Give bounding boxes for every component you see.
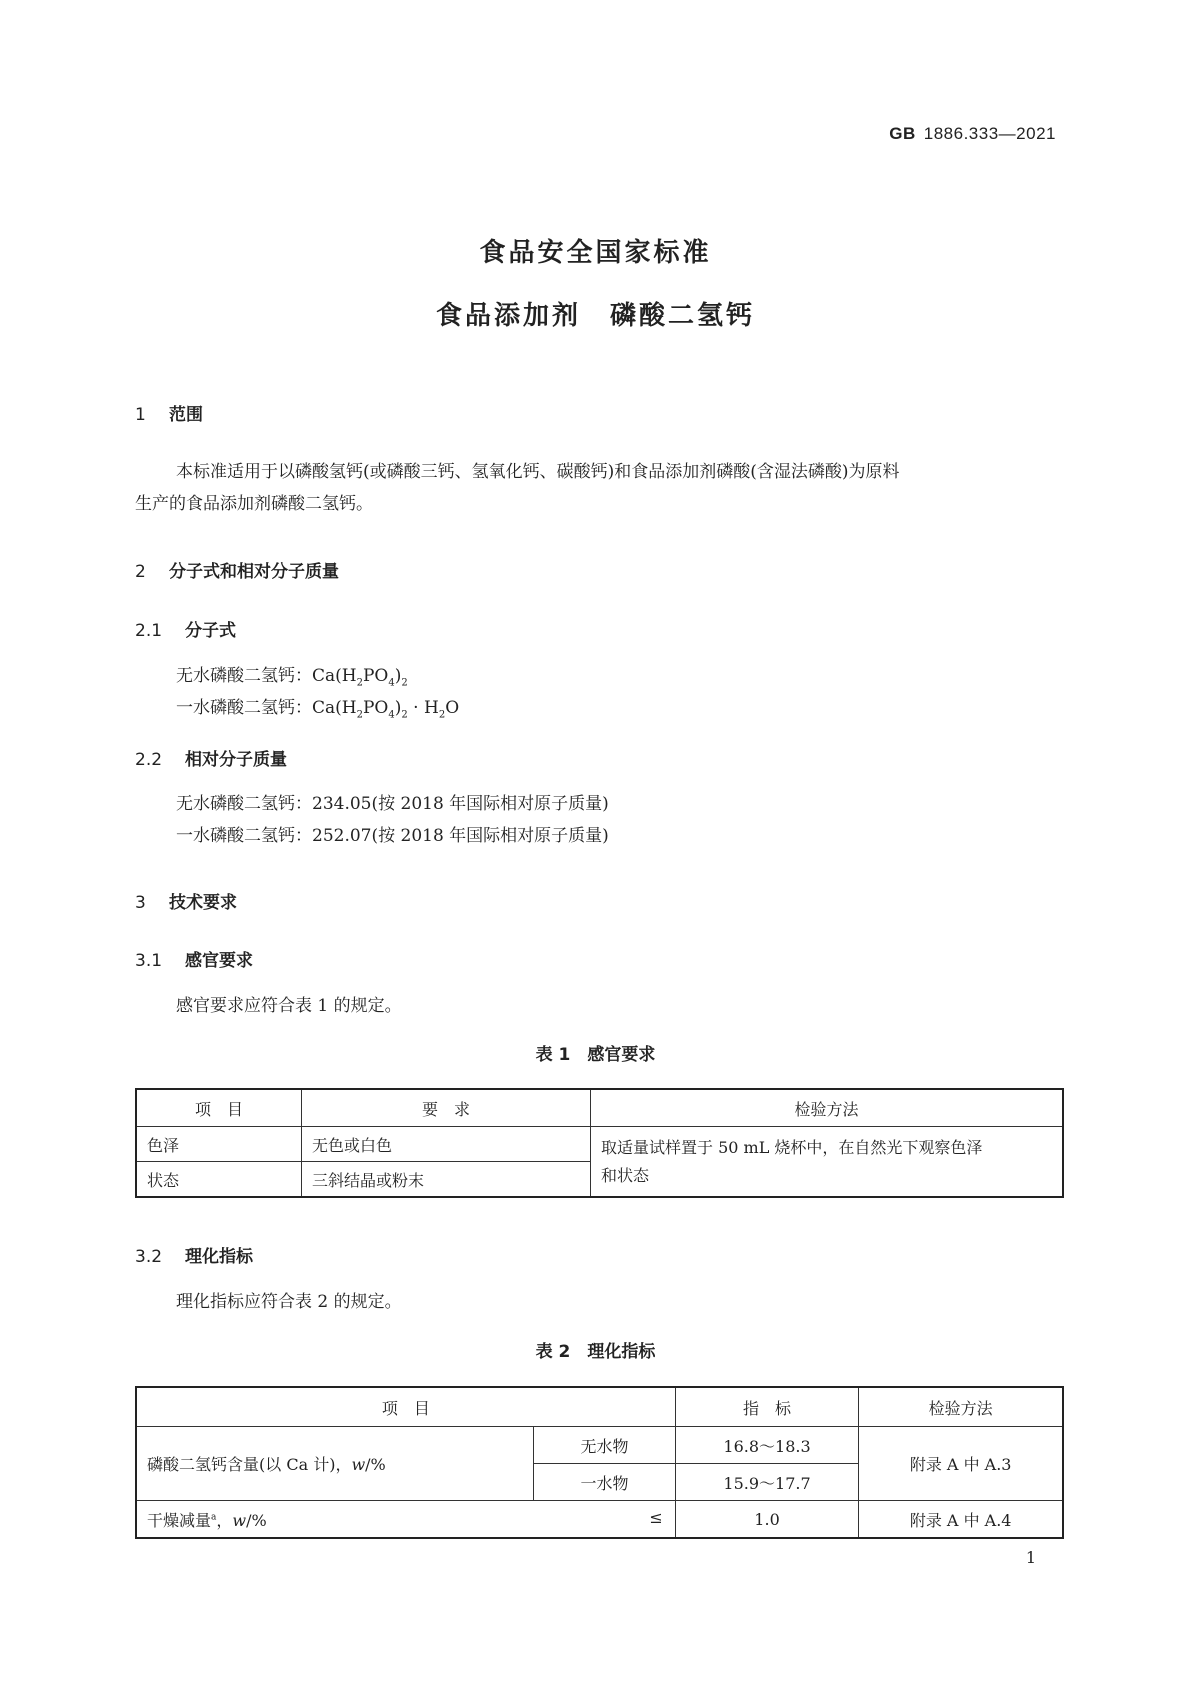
- table-header-cell: 检验方法: [859, 1387, 1063, 1427]
- standard-code-prefix: GB: [889, 124, 916, 143]
- section-3-2-heading: [135, 1242, 253, 1267]
- section-title: 理化指标: [185, 1247, 253, 1267]
- item-text: 干燥减量: [147, 1510, 212, 1530]
- table-header-cell: 检验方法: [591, 1089, 1064, 1127]
- formula-subscript: 4: [388, 709, 395, 721]
- scope-line-1: 本标准适用于以磷酸氢钙(或磷酸三钙、氢氧化钙、碳酸钙)和食品添加剂磷酸(含湿法磷酸)为原料: [176, 462, 900, 482]
- mass-anhydrous: 无水磷酸二氢钙：234.05(按 2018 年国际相对原子质量): [176, 794, 609, 814]
- formula-subscript: 2: [401, 677, 408, 689]
- formula-part: PO: [362, 698, 389, 718]
- table-row: [136, 1427, 1063, 1464]
- table-cell: 无水物: [534, 1427, 675, 1464]
- mass-monohydrate: 一水磷酸二氢钙：252.07(按 2018 年国际相对原子质量): [176, 826, 609, 846]
- table-cell: 一水物: [534, 1464, 675, 1501]
- document-subtitle: 食品添加剂 磷酸二氢钙: [435, 301, 755, 331]
- table-2-caption: 表 2 理化指标: [535, 1342, 656, 1362]
- table-1-caption: 表 1 感官要求: [535, 1045, 656, 1065]
- item-unit: /%: [246, 1510, 267, 1530]
- page-number: 1: [1025, 1548, 1036, 1567]
- table-cell: 1.0: [675, 1501, 859, 1539]
- comparison-symbol: ≤: [649, 1508, 663, 1527]
- table-cell: 15.9～17.7: [675, 1464, 859, 1501]
- section-number: 1: [135, 405, 146, 425]
- formula-part: PO: [362, 666, 389, 686]
- table-cell-method: [591, 1127, 1064, 1198]
- formula-subscript: 2: [356, 709, 363, 721]
- table-cell: 16.8～18.3: [675, 1427, 859, 1464]
- item-text: 磷酸二氢钙含量(以 Ca 计)，: [147, 1455, 352, 1474]
- scope-line-2: 生产的食品添加剂磷酸二氢钙。: [135, 494, 373, 514]
- table-header-cell: 项 目: [136, 1387, 675, 1427]
- footnote-marker: a: [211, 1512, 217, 1523]
- section-title: 范围: [169, 405, 203, 425]
- formula-part: O: [445, 698, 460, 718]
- section-3-2-text: 理化指标应符合表 2 的规定。: [176, 1292, 402, 1312]
- formula-monohydrate: [176, 692, 459, 731]
- table-header-row: [136, 1387, 1063, 1427]
- method-line: 和状态: [601, 1165, 650, 1185]
- section-3-heading: [135, 888, 237, 913]
- section-title: 分子式和相对分子质量: [169, 562, 339, 582]
- standard-code: [889, 124, 1056, 144]
- formula-part: ): [394, 698, 402, 718]
- section-2-heading: [135, 557, 339, 582]
- formula-part: · H: [407, 698, 439, 718]
- section-1-heading: [135, 400, 203, 425]
- item-symbol: w: [351, 1455, 366, 1474]
- document-title: 食品安全国家标准: [479, 238, 712, 268]
- section-number: 3.1: [135, 951, 163, 971]
- formula-part: Ca(H: [312, 666, 357, 686]
- table-cell: [136, 1427, 534, 1501]
- table-cell: 色泽: [136, 1127, 302, 1162]
- section-title: 分子式: [185, 621, 236, 641]
- table-cell: 状态: [136, 1162, 302, 1198]
- section-3-1-heading: [135, 946, 253, 971]
- section-title: 技术要求: [169, 893, 237, 913]
- table-header-row: [136, 1089, 1063, 1127]
- formula-subscript: 2: [401, 709, 408, 721]
- table-cell: [136, 1501, 675, 1539]
- table-header-cell: 要 求: [302, 1089, 591, 1127]
- section-number: 2.1: [135, 621, 163, 641]
- table-cell: 无色或白色: [302, 1127, 591, 1162]
- formula-part: Ca(H: [312, 698, 357, 718]
- section-number: 3: [135, 893, 146, 913]
- section-title: 感官要求: [185, 951, 253, 971]
- formula-part: ): [394, 666, 402, 686]
- formula-label: 无水磷酸二氢钙：: [176, 666, 312, 686]
- formula-subscript: 2: [438, 709, 446, 721]
- formula-subscript: 2: [356, 677, 363, 689]
- section-number: 2.2: [135, 750, 163, 770]
- table-row: [136, 1501, 1063, 1539]
- formula-label: 一水磷酸二氢钙：: [176, 698, 312, 718]
- table-header-cell: 项 目: [136, 1089, 302, 1127]
- section-2-1-heading: [135, 616, 236, 641]
- section-number: 2: [135, 562, 146, 582]
- item-unit: /%: [365, 1455, 386, 1474]
- table-cell: 附录 A 中 A.3: [859, 1427, 1063, 1501]
- table-header-cell: 指 标: [675, 1387, 859, 1427]
- item-text: ，: [216, 1510, 233, 1530]
- formula-subscript: 4: [388, 677, 395, 689]
- item-symbol: w: [232, 1510, 247, 1530]
- standard-code-number: 1886.333—2021: [923, 124, 1056, 143]
- table-cell: 三斜结晶或粉末: [302, 1162, 591, 1198]
- section-title: 相对分子质量: [185, 750, 287, 770]
- section-2-2-heading: [135, 745, 287, 770]
- section-3-1-text: 感官要求应符合表 1 的规定。: [176, 996, 402, 1016]
- table-2: [135, 1386, 1064, 1539]
- section-number: 3.2: [135, 1247, 163, 1267]
- table-cell: 附录 A 中 A.4: [859, 1501, 1063, 1539]
- method-line: 取适量试样置于 50 mL 烧杯中，在自然光下观察色泽: [601, 1137, 983, 1157]
- table-row: [136, 1127, 1063, 1162]
- table-1: [135, 1088, 1064, 1198]
